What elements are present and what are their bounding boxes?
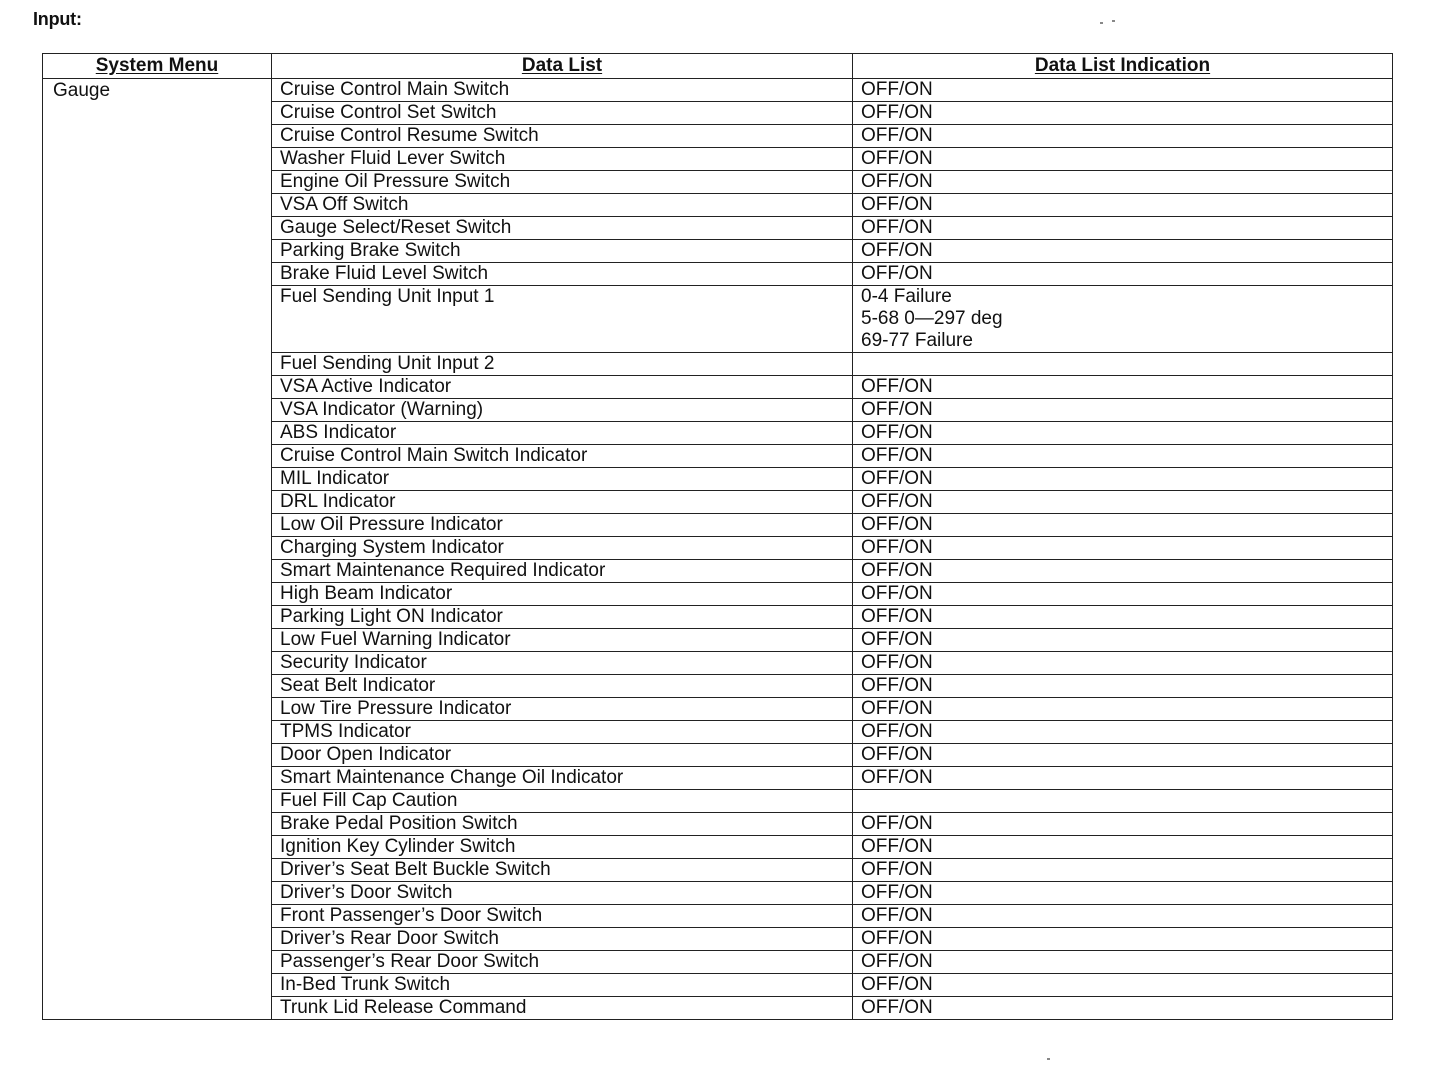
data-list-indication — [853, 974, 1393, 997]
data-list-indication — [853, 928, 1393, 951]
indication-value: OFF/ON — [861, 629, 933, 650]
data-list-indication — [853, 606, 1393, 629]
data-list-indication — [853, 514, 1393, 537]
data-list-item: Charging System Indicator — [272, 537, 853, 560]
indication-value: OFF/ON — [861, 721, 933, 742]
data-list-item: Engine Oil Pressure Switch — [272, 171, 853, 194]
indication-value: OFF/ON — [861, 652, 933, 673]
data-list-item: High Beam Indicator — [272, 583, 853, 606]
data-list-item: Cruise Control Main Switch Indicator — [272, 445, 853, 468]
data-list-indication — [853, 859, 1393, 882]
data-list-item: VSA Indicator (Warning) — [272, 399, 853, 422]
data-list-item: Low Oil Pressure Indicator — [272, 514, 853, 537]
indication-value: OFF/ON — [861, 217, 933, 238]
indication-value: OFF/ON — [861, 376, 933, 397]
column-header-data-list-indication: Data List Indication — [853, 54, 1393, 79]
data-list-indication — [853, 583, 1393, 606]
data-list-indication — [853, 491, 1393, 514]
data-list-indication — [853, 629, 1393, 652]
indication-value: OFF/ON — [861, 836, 933, 857]
data-list-indication — [853, 882, 1393, 905]
indication-value: OFF/ON — [861, 859, 933, 880]
indication-value: OFF/ON — [861, 537, 933, 558]
data-list-item: Ignition Key Cylinder Switch — [272, 836, 853, 859]
data-list-item: VSA Off Switch — [272, 194, 853, 217]
indication-value: OFF/ON — [861, 422, 933, 443]
data-list-item: Door Open Indicator — [272, 744, 853, 767]
indication-value: OFF/ON — [861, 125, 933, 146]
section-heading: Input: — [33, 9, 82, 29]
data-list-item: Driver’s Rear Door Switch — [272, 928, 853, 951]
data-list-item: Fuel Sending Unit Input 2 — [272, 353, 853, 376]
indication-value: OFF/ON — [861, 171, 933, 192]
data-list-indication — [853, 240, 1393, 263]
indication-value: 0-4 Failure — [861, 286, 952, 307]
indication-value: OFF/ON — [861, 560, 933, 581]
indication-value: OFF/ON — [861, 445, 933, 466]
data-list-item: Driver’s Door Switch — [272, 882, 853, 905]
data-list-item: Driver’s Seat Belt Buckle Switch — [272, 859, 853, 882]
table-row — [43, 79, 1393, 102]
indication-value: OFF/ON — [861, 767, 933, 788]
data-list-indication — [853, 194, 1393, 217]
data-list-indication — [853, 997, 1393, 1020]
indication-value: OFF/ON — [861, 491, 933, 512]
table-header-row — [43, 54, 1393, 79]
indication-value: OFF/ON — [861, 583, 933, 604]
data-list-indication — [853, 286, 1393, 353]
data-list-indication — [853, 698, 1393, 721]
data-list-indication — [853, 537, 1393, 560]
data-list-item: In-Bed Trunk Switch — [272, 974, 853, 997]
data-list-item: Cruise Control Resume Switch — [272, 125, 853, 148]
data-list-item: Parking Light ON Indicator — [272, 606, 853, 629]
data-list-item: Brake Pedal Position Switch — [272, 813, 853, 836]
data-list-indication — [853, 422, 1393, 445]
scan-artifact — [1112, 20, 1115, 22]
scan-artifact — [1100, 22, 1103, 24]
indication-value: OFF/ON — [861, 675, 933, 696]
indication-value: OFF/ON — [861, 102, 933, 123]
data-list-indication — [853, 353, 1393, 376]
indication-value: OFF/ON — [861, 79, 933, 100]
data-list-item: Front Passenger’s Door Switch — [272, 905, 853, 928]
data-list-indication — [853, 79, 1393, 102]
data-list-indication — [853, 836, 1393, 859]
indication-value: OFF/ON — [861, 194, 933, 215]
data-list-item: Security Indicator — [272, 652, 853, 675]
data-list-item: Cruise Control Main Switch — [272, 79, 853, 102]
data-list-indication — [853, 102, 1393, 125]
data-list-item: Low Tire Pressure Indicator — [272, 698, 853, 721]
data-list-item: Fuel Fill Cap Caution — [272, 790, 853, 813]
scan-artifact — [1047, 1058, 1050, 1060]
data-list-item: TPMS Indicator — [272, 721, 853, 744]
indication-value: OFF/ON — [861, 928, 933, 949]
indication-value: OFF/ON — [861, 514, 933, 535]
column-header-data-list: Data List — [272, 54, 853, 79]
data-list-indication — [853, 560, 1393, 583]
data-list-indication — [853, 468, 1393, 491]
data-list-item: Seat Belt Indicator — [272, 675, 853, 698]
data-list-indication — [853, 675, 1393, 698]
column-header-system-menu: System Menu — [43, 54, 272, 79]
data-list-indication — [853, 721, 1393, 744]
data-list-indication — [853, 813, 1393, 836]
data-list-indication — [853, 652, 1393, 675]
data-list-indication — [853, 905, 1393, 928]
data-list-indication — [853, 148, 1393, 171]
data-list-item: VSA Active Indicator — [272, 376, 853, 399]
data-list-item: Low Fuel Warning Indicator — [272, 629, 853, 652]
data-list-item: Parking Brake Switch — [272, 240, 853, 263]
table-body — [43, 79, 1393, 1020]
system-menu-cell: Gauge — [43, 79, 272, 1020]
data-list-indication — [853, 217, 1393, 240]
data-list-indication — [853, 790, 1393, 813]
indication-value: 5-68 0—297 deg — [861, 308, 1003, 329]
indication-value: 69-77 Failure — [861, 330, 973, 351]
indication-value: OFF/ON — [861, 744, 933, 765]
data-list-item: MIL Indicator — [272, 468, 853, 491]
data-list-indication — [853, 744, 1393, 767]
indication-value: OFF/ON — [861, 148, 933, 169]
data-list-indication — [853, 376, 1393, 399]
data-list-item: Smart Maintenance Required Indicator — [272, 560, 853, 583]
data-list-item: Washer Fluid Lever Switch — [272, 148, 853, 171]
data-list-item: Gauge Select/Reset Switch — [272, 217, 853, 240]
data-list-indication — [853, 767, 1393, 790]
data-list-indication — [853, 399, 1393, 422]
data-list-item: ABS Indicator — [272, 422, 853, 445]
data-list-table — [42, 53, 1393, 1020]
indication-value: OFF/ON — [861, 951, 933, 972]
data-list-item: Cruise Control Set Switch — [272, 102, 853, 125]
indication-value: OFF/ON — [861, 905, 933, 926]
indication-value: OFF/ON — [861, 263, 933, 284]
indication-value: OFF/ON — [861, 240, 933, 261]
indication-value: OFF/ON — [861, 606, 933, 627]
data-list-indication — [853, 125, 1393, 148]
data-list-item: Trunk Lid Release Command — [272, 997, 853, 1020]
indication-value: OFF/ON — [861, 813, 933, 834]
indication-value: OFF/ON — [861, 399, 933, 420]
data-list-item: Fuel Sending Unit Input 1 — [272, 286, 853, 353]
data-list-item: DRL Indicator — [272, 491, 853, 514]
data-list-item: Passenger’s Rear Door Switch — [272, 951, 853, 974]
data-list-indication — [853, 263, 1393, 286]
indication-value: OFF/ON — [861, 882, 933, 903]
data-list-indication — [853, 171, 1393, 194]
data-list-item: Smart Maintenance Change Oil Indicator — [272, 767, 853, 790]
indication-value: OFF/ON — [861, 974, 933, 995]
data-list-item: Brake Fluid Level Switch — [272, 263, 853, 286]
data-list-indication — [853, 445, 1393, 468]
indication-value: OFF/ON — [861, 468, 933, 489]
indication-value: OFF/ON — [861, 698, 933, 719]
indication-value: OFF/ON — [861, 997, 933, 1018]
data-list-indication — [853, 951, 1393, 974]
